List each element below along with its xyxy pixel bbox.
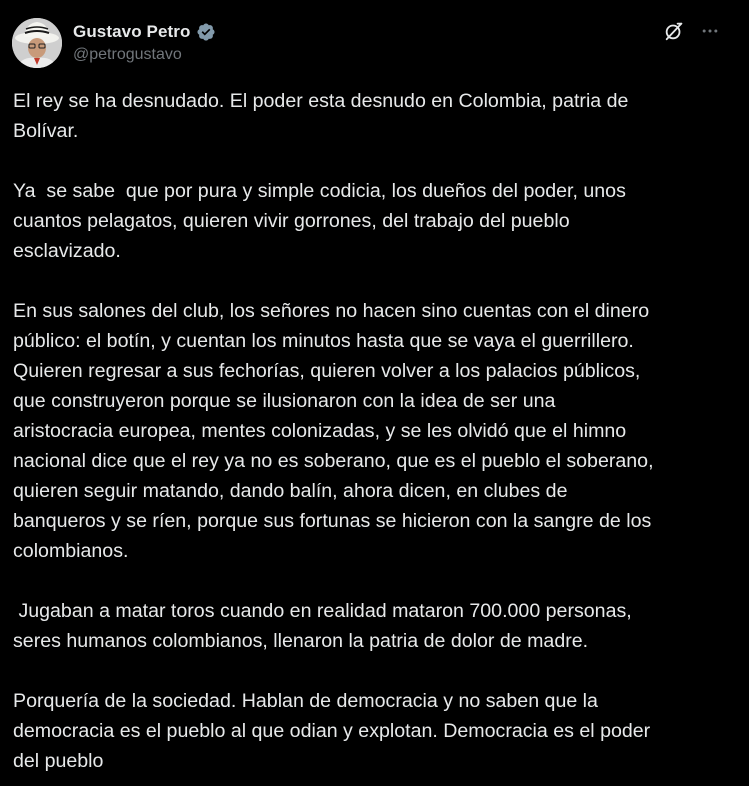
display-name-row	[73, 21, 216, 43]
text-line: quieren seguir matando, dando balín, ahora dicen, en clubes de	[13, 480, 568, 502]
more-horizontal-icon	[700, 21, 720, 46]
text-line: democracia es el pueblo al que odian y explotan. Democracia es el poder	[13, 720, 651, 742]
post-paragraph-1	[13, 86, 737, 146]
post-header	[12, 18, 737, 70]
text-line: nacional dice que el rey ya no es soberano, que es el pueblo el soberano,	[13, 450, 654, 472]
post-text	[13, 86, 737, 776]
text-line: El rey se ha desnudado. El poder esta desnudo en Colombia, patria de	[13, 90, 629, 112]
text-line: Bolívar.	[13, 120, 79, 142]
text-line: esclavizado.	[13, 240, 121, 262]
text-line: seres humanos colombianos, llenaron la patria de dolor de madre.	[13, 630, 589, 652]
post-paragraph-3	[13, 296, 737, 566]
text-line: público: el botín, y cuentan los minutos hasta que se vaya el guerrillero.	[13, 330, 634, 352]
text-line: cuantos pelagatos, quieren vivir gorrones, del trabajo del pueblo	[13, 210, 570, 232]
text-line: Porquería de la sociedad. Hablan de democracia y no saben que la	[13, 690, 598, 712]
text-line: Ya se sabe que por pura y simple codicia, los dueños del poder, unos	[13, 180, 626, 202]
avatar[interactable]	[12, 18, 62, 68]
more-options-button[interactable]	[697, 20, 723, 46]
post-paragraph-5	[13, 686, 737, 776]
text-line: colombianos.	[13, 540, 129, 562]
author-names	[73, 21, 216, 64]
text-line: que construyeron porque se ilusionaron con la idea de ser una	[13, 390, 556, 412]
text-line: aristocracia europea, mentes colonizadas, y se les olvidó que el himno	[13, 420, 627, 442]
post-paragraph-2	[13, 176, 737, 266]
text-line: Jugaban a matar toros cuando en realidad mataron 700.000 personas,	[13, 600, 632, 622]
text-line: Quieren regresar a sus fechorías, quieren volver a los palacios públicos,	[13, 360, 641, 382]
grok-icon	[663, 20, 685, 47]
display-name[interactable]: Gustavo Petro	[73, 22, 191, 41]
text-line: banqueros y se ríen, porque sus fortunas se hicieron con la sangre de los	[13, 510, 652, 532]
verified-badge-icon[interactable]	[196, 22, 216, 42]
text-line: del pueblo	[13, 750, 104, 772]
text-line: En sus salones del club, los señores no hacen sino cuentas con el dinero	[13, 300, 650, 322]
grok-button[interactable]	[661, 20, 687, 46]
user-handle[interactable]: @petrogustavo	[73, 46, 182, 63]
post-paragraph-4	[13, 596, 737, 656]
